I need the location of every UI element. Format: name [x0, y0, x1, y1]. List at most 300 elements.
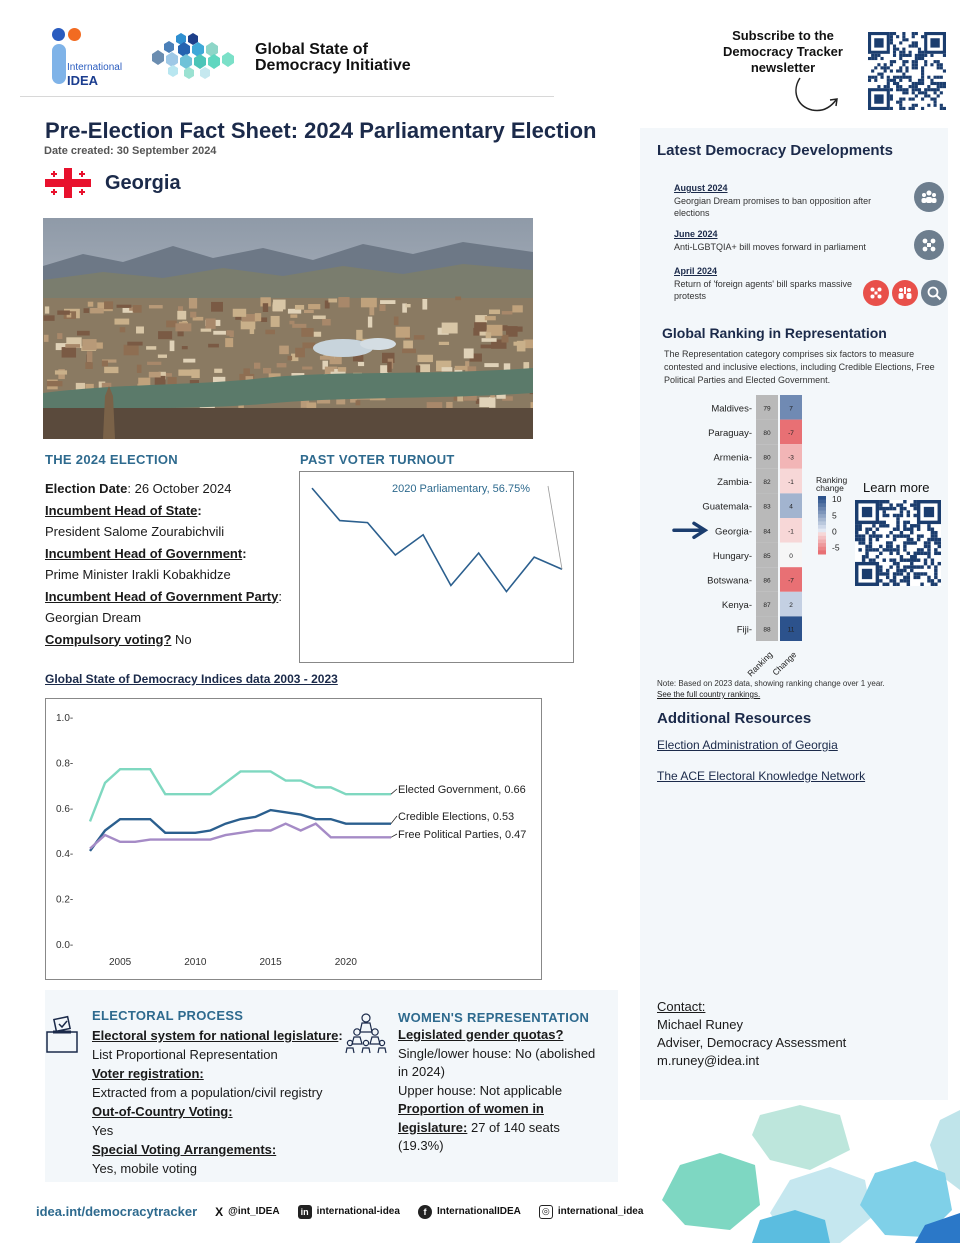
qr-module: [913, 576, 916, 579]
development-text: Return of 'foreign agents' bill sparks massive protests: [674, 278, 853, 301]
ace-network-link[interactable]: The ACE Electoral Knowledge Network: [657, 769, 866, 783]
qr-module: [937, 60, 940, 63]
qr-module: [915, 82, 918, 85]
qr-module: [893, 538, 896, 541]
qr-module: [934, 538, 937, 541]
qr-module: [893, 528, 896, 531]
photo-building: [263, 303, 268, 312]
qr-module: [886, 548, 889, 551]
qr-module: [912, 91, 915, 94]
ranking-description: The Representation category comprises six factors to measure contested and inclusive elections, including Credible Elections, Free Political Parties and Elected Government.: [664, 349, 935, 385]
photo-building: [127, 342, 142, 346]
country-label: Hungary-: [712, 550, 752, 562]
qr-module: [943, 54, 946, 57]
qr-module: [909, 51, 912, 54]
photo-building: [320, 356, 334, 360]
out-of-country-link[interactable]: Out-of-Country Voting:: [92, 1104, 233, 1119]
qr-module: [927, 548, 930, 551]
photo-building: [254, 363, 260, 369]
subscribe-qr-code-icon[interactable]: [868, 32, 946, 110]
qr-module: [903, 507, 906, 510]
qr-module: [896, 514, 899, 517]
qr-module: [927, 528, 930, 531]
qr-module: [886, 541, 889, 544]
contact-email[interactable]: m.runey@idea.int: [657, 1053, 760, 1068]
idea-logo[interactable]: [0, 0, 140, 96]
logo-international-text: International: [67, 62, 123, 73]
photo-building: [84, 308, 89, 313]
qr-module: [879, 507, 882, 510]
qr-module: [899, 85, 902, 88]
change-value: -3: [788, 454, 794, 462]
full-rankings-link[interactable]: See the full country rankings.: [657, 690, 761, 699]
qr-module: [912, 107, 915, 110]
qr-module: [938, 545, 941, 548]
compulsory-link[interactable]: Compulsory voting?: [45, 631, 172, 647]
qr-module: [865, 531, 868, 534]
ranking-value: 86: [763, 577, 771, 585]
qr-module: [896, 517, 899, 520]
photo-building: [241, 321, 256, 330]
photo-building: [271, 316, 280, 327]
ranking-note-text: Note: Based on 2023 data, showing ranking change over 1 year.: [657, 679, 885, 688]
photo-building: [464, 348, 474, 358]
qr-module: [938, 541, 941, 544]
electoral-system-link[interactable]: Electoral system for national legislature: [92, 1028, 339, 1043]
ranking-heatmap: [660, 392, 860, 682]
photo-building: [414, 335, 425, 340]
qr-module: [855, 538, 858, 541]
qr-module: [917, 576, 920, 579]
qr-module: [903, 500, 906, 503]
qr-finder-core: [874, 38, 883, 47]
photo-building: [314, 332, 321, 337]
qr-module: [890, 88, 893, 91]
series-label: Free Political Parties, 0.47: [398, 829, 527, 841]
qr-module: [893, 44, 896, 47]
qr-module: [902, 54, 905, 57]
ranking-value: 82: [763, 479, 771, 487]
qr-module: [902, 76, 905, 79]
photo-building: [205, 318, 215, 328]
qr-module: [921, 35, 924, 38]
qr-module: [900, 572, 903, 575]
women-group-icon: [345, 1010, 387, 1054]
turnout-section-title: PAST VOTER TURNOUT: [300, 452, 455, 467]
qr-module: [902, 35, 905, 38]
legend-gradient-step: [818, 529, 826, 533]
photo-building: [45, 306, 49, 313]
special-voting-link[interactable]: Special Voting Arrangements:: [92, 1142, 277, 1157]
photo-building: [387, 362, 392, 372]
photo-building: [168, 377, 177, 384]
photo-building: [208, 344, 219, 348]
qr-module: [886, 500, 889, 503]
qr-module: [907, 583, 910, 586]
qr-module: [931, 583, 934, 586]
qr-module: [871, 54, 874, 57]
qr-module: [899, 79, 902, 82]
proportion-link[interactable]: Proportion of women in legislature:: [398, 1101, 544, 1135]
qr-module: [934, 101, 937, 104]
learn-more-label[interactable]: Learn more: [863, 480, 930, 495]
photo-building: [177, 311, 186, 320]
qr-module: [869, 538, 872, 541]
footer-instagram[interactable]: [539, 1205, 644, 1219]
instagram-handle: international_idea: [557, 1206, 644, 1217]
qr-module: [871, 69, 874, 72]
qr-module: [905, 69, 908, 72]
election-date-label: Election Date: [45, 481, 128, 496]
qr-module: [924, 63, 927, 66]
logo-dot-blue: [52, 28, 65, 41]
qr-module: [909, 79, 912, 82]
photo-building: [489, 310, 500, 315]
qr-module: [924, 558, 927, 561]
contact-name: Michael Runey: [657, 1017, 743, 1032]
qr-module: [903, 576, 906, 579]
qr-module: [913, 503, 916, 506]
qr-module: [917, 528, 920, 531]
qr-module: [858, 538, 861, 541]
qr-module: [865, 555, 868, 558]
ranking-value: 79: [763, 405, 771, 413]
photo-building: [120, 327, 126, 332]
qr-module: [899, 88, 902, 91]
qr-module: [886, 545, 889, 548]
qr-module: [940, 91, 943, 94]
qr-module: [876, 555, 879, 558]
party-link[interactable]: Incumbent Head of Government Party: [45, 588, 279, 604]
gender-quota-link[interactable]: Legislated gender quotas?: [398, 1027, 564, 1042]
qr-module: [915, 63, 918, 66]
qr-module: [893, 534, 896, 537]
legend-gradient-step: [818, 511, 826, 515]
qr-module: [909, 54, 912, 57]
protest-group-icon: [892, 280, 918, 306]
country-label: Botswana-: [707, 575, 752, 587]
qr-module: [869, 528, 872, 531]
qr-module: [886, 569, 889, 572]
photo-building: [77, 331, 90, 336]
voter-registration-link[interactable]: Voter registration:: [92, 1066, 204, 1081]
photo-building: [149, 305, 163, 308]
qr-module: [903, 545, 906, 548]
photo-building: [201, 329, 212, 332]
qr-module: [876, 534, 879, 537]
lower-house-value: Single/lower house: No (abolished in 2024): [398, 1045, 596, 1079]
qr-module: [900, 510, 903, 513]
photo-building: [136, 326, 144, 333]
photo-building: [47, 381, 63, 386]
photo-building: [455, 296, 461, 300]
photo-building: [214, 369, 222, 373]
series-label: Credible Elections, 0.53: [398, 811, 515, 823]
qr-module: [903, 524, 906, 527]
qr-module: [927, 555, 930, 558]
turnout-line: [312, 488, 562, 591]
photo-building: [486, 332, 492, 338]
legend-gradient-step: [818, 536, 826, 540]
qr-module: [896, 534, 899, 537]
footer-facebook[interactable]: [418, 1205, 521, 1219]
turnout-chart-svg: [300, 472, 573, 662]
qr-module: [887, 79, 890, 82]
photo-building: [211, 302, 223, 312]
qr-module: [907, 565, 910, 568]
photo-building: [442, 367, 453, 371]
qr-module: [918, 88, 921, 91]
qr-module: [918, 51, 921, 54]
development-item-1[interactable]: [674, 182, 904, 220]
qr-module: [896, 565, 899, 568]
election-section-title: THE 2024 ELECTION: [45, 452, 178, 467]
photo-building: [261, 317, 267, 322]
photo-building: [104, 367, 118, 373]
contact-role: Adviser, Democracy Assessment: [657, 1035, 847, 1050]
qr-module: [910, 503, 913, 506]
photo-building: [44, 315, 55, 321]
photo-building: [189, 298, 197, 309]
photo-building: [308, 304, 320, 309]
qr-module: [938, 579, 941, 582]
qr-module: [940, 107, 943, 110]
photo-building: [368, 317, 372, 328]
qr-module: [896, 76, 899, 79]
photo-building: [158, 355, 167, 358]
qr-module: [880, 76, 883, 79]
photo-building: [439, 342, 449, 345]
qr-module: [889, 541, 892, 544]
change-value: -1: [788, 479, 794, 487]
qr-module: [869, 548, 872, 551]
qr-module: [907, 552, 910, 555]
photo-building: [484, 363, 498, 367]
qr-module: [902, 73, 905, 76]
women-representation-title: WOMEN'S REPRESENTATION: [398, 1010, 590, 1025]
qr-module: [877, 54, 880, 57]
head-state-row: [45, 500, 295, 522]
head-gov-row: [45, 543, 295, 565]
qr-module: [883, 510, 886, 513]
qr-module: [931, 558, 934, 561]
qr-module: [900, 569, 903, 572]
photo-building: [338, 367, 346, 372]
qr-module: [880, 57, 883, 60]
country-label: Paraguay-: [708, 427, 752, 439]
qr-module: [900, 579, 903, 582]
subscribe-text[interactable]: Subscribe to the Democracy Tracker newsletter: [723, 28, 843, 75]
qr-module: [879, 521, 882, 524]
qr-module: [924, 552, 927, 555]
qr-module: [918, 57, 921, 60]
qr-module: [868, 57, 871, 60]
head-gov-value: Prime Minister Irakli Kobakhidze: [45, 567, 231, 582]
qr-module: [934, 552, 937, 555]
qr-module: [858, 548, 861, 551]
qr-module: [915, 57, 918, 60]
footer-url-link[interactable]: idea.int/democracytracker: [36, 1204, 198, 1219]
qr-module: [880, 73, 883, 76]
qr-module: [902, 63, 905, 66]
qr-module: [927, 565, 930, 568]
development-date[interactable]: April 2024: [674, 266, 718, 276]
qr-module: [924, 572, 927, 575]
qr-module: [913, 552, 916, 555]
qr-module: [893, 572, 896, 575]
photo-building: [405, 304, 410, 307]
qr-module: [931, 579, 934, 582]
change-value: -7: [788, 429, 794, 437]
qr-finder-core: [862, 507, 872, 517]
photo-building: [88, 302, 93, 307]
electoral-system-value: List Proportional Representation: [92, 1047, 278, 1062]
qr-module: [900, 558, 903, 561]
legend-gradient-step: [818, 503, 826, 507]
qr-module: [902, 98, 905, 101]
head-state-link[interactable]: Incumbent Head of State: [45, 502, 198, 518]
qr-module: [907, 572, 910, 575]
qr-module: [890, 79, 893, 82]
electoral-process-info: [92, 1026, 352, 1178]
qr-module: [877, 73, 880, 76]
qr-module: [940, 66, 943, 69]
qr-module: [879, 503, 882, 506]
legend-title: Ranking: [816, 475, 848, 485]
x-tick-label: 2020: [334, 957, 357, 968]
qr-module: [896, 48, 899, 51]
qr-module: [943, 85, 946, 88]
qr-module: [930, 98, 933, 101]
qr-module: [887, 82, 890, 85]
photo-building: [474, 322, 486, 331]
electoral-system-colon: :: [338, 1028, 343, 1043]
qr-module: [896, 545, 899, 548]
qr-module: [879, 572, 882, 575]
photo-building: [133, 305, 142, 313]
qr-module: [907, 514, 910, 517]
special-voting-value: Yes, mobile voting: [92, 1161, 198, 1176]
qr-module: [872, 558, 875, 561]
legend-gradient-step: [818, 514, 826, 518]
change-value: 11: [787, 626, 795, 634]
electoral-system-row: [92, 1026, 352, 1045]
photo-building: [57, 333, 62, 339]
qr-module: [855, 531, 858, 534]
qr-module: [880, 66, 883, 69]
learn-more-qr-code-icon[interactable]: [855, 500, 941, 586]
photo-building: [170, 341, 175, 352]
qr-module: [907, 538, 910, 541]
qr-module: [934, 541, 937, 544]
photo-building: [512, 305, 522, 312]
indices-data-link[interactable]: Global State of Democracy Indices data 2003 - 2023: [45, 672, 338, 686]
development-date[interactable]: August 2024: [674, 183, 728, 193]
indices-chart-svg: [46, 699, 541, 979]
qr-module: [931, 562, 934, 565]
qr-module: [913, 558, 916, 561]
qr-module: [874, 57, 877, 60]
qr-module: [899, 101, 902, 104]
photo-building: [361, 298, 377, 308]
qr-module: [871, 57, 874, 60]
qr-module: [909, 85, 912, 88]
qr-module: [905, 38, 908, 41]
development-item-2[interactable]: [674, 228, 904, 253]
election-administration-link[interactable]: Election Administration of Georgia: [657, 738, 838, 752]
photo-building: [191, 369, 199, 378]
footer-x[interactable]: [215, 1205, 279, 1219]
country-label: Kenya-: [721, 600, 752, 612]
photo-building: [183, 359, 195, 363]
qr-module: [877, 85, 880, 88]
qr-module: [903, 558, 906, 561]
qr-module: [893, 558, 896, 561]
qr-module: [927, 576, 930, 579]
qr-module: [874, 66, 877, 69]
development-item-3[interactable]: [674, 265, 866, 303]
qr-module: [893, 76, 896, 79]
qr-module: [899, 107, 902, 110]
qr-module: [890, 98, 893, 101]
photo-building: [502, 335, 509, 343]
party-value: Georgian Dream: [45, 610, 142, 625]
qr-module: [902, 51, 905, 54]
proportion-row: [398, 1100, 598, 1156]
photo-building: [178, 331, 184, 336]
x-tick-label: 2010: [184, 957, 207, 968]
photo-building: [57, 310, 70, 314]
y-tick-label: 0.2-: [56, 894, 74, 906]
legend-tick: 5: [832, 510, 837, 521]
qr-module: [896, 572, 899, 575]
photo-building: [417, 355, 433, 362]
qr-module: [910, 531, 913, 534]
qr-module: [900, 503, 903, 506]
qr-module: [918, 79, 921, 82]
qr-module: [907, 541, 910, 544]
photo-building: [295, 305, 304, 310]
qr-module: [934, 534, 937, 537]
qr-module: [917, 534, 920, 537]
qr-module: [912, 104, 915, 107]
y-tick-label: 0.6-: [56, 803, 74, 815]
qr-module: [874, 79, 877, 82]
legend-tick: 10: [832, 494, 842, 505]
qr-module: [883, 521, 886, 524]
qr-module: [890, 32, 893, 35]
photo-building: [117, 305, 132, 308]
development-date[interactable]: June 2024: [674, 229, 718, 239]
footer-linkedin[interactable]: [298, 1205, 400, 1219]
legend-gradient-step: [818, 500, 826, 504]
qr-finder-core: [930, 38, 939, 47]
photo-building: [455, 366, 468, 370]
qr-module: [937, 88, 940, 91]
georgia-flag-icon: [45, 168, 91, 198]
qr-module: [934, 572, 937, 575]
qr-module: [910, 565, 913, 568]
photo-building: [102, 361, 108, 367]
qr-module: [924, 562, 927, 565]
head-gov-link[interactable]: Incumbent Head of Government: [45, 545, 243, 561]
qr-module: [934, 98, 937, 101]
logo-bar: [52, 44, 66, 84]
photo-building: [403, 341, 413, 349]
voter-registration-value: Extracted from a population/civil registry: [92, 1085, 323, 1100]
qr-module: [883, 548, 886, 551]
qr-module: [924, 54, 927, 57]
